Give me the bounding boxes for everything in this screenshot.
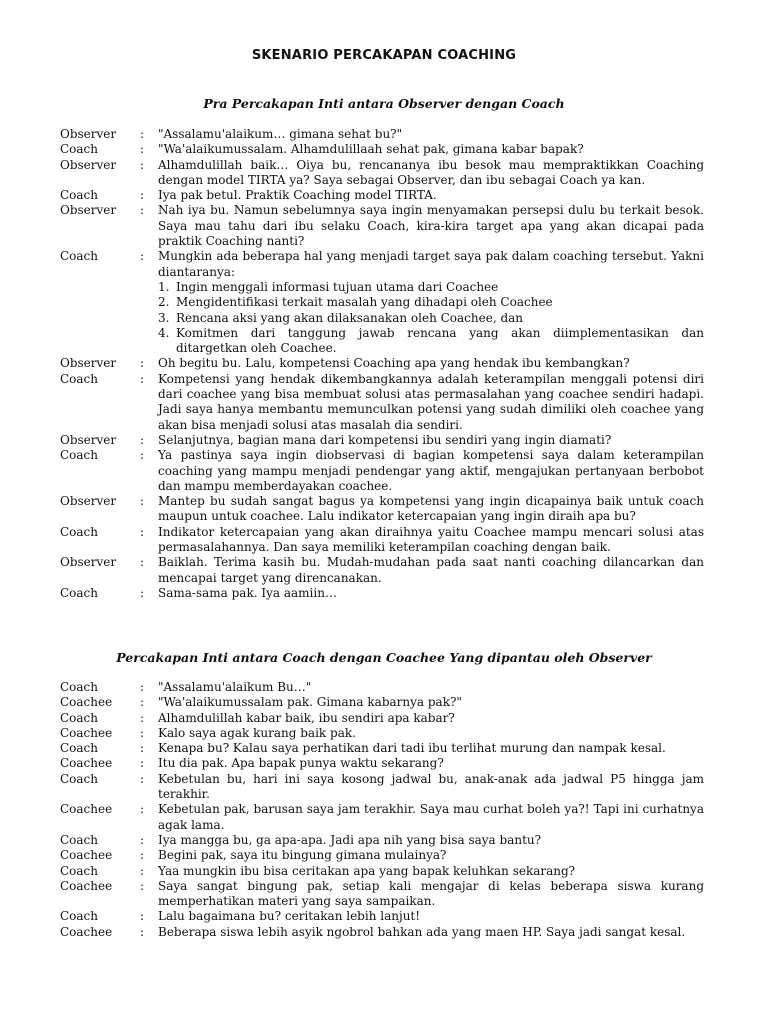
dialogue-text: Sama-sama pak. Iya aamiin…: [158, 585, 337, 600]
speaker-name: Coachee: [60, 848, 113, 863]
dialogue-body: [158, 741, 704, 756]
speaker-name: Coach: [60, 249, 99, 264]
dialogue-text: Indikator ketercapaian yang akan diraihnya yaitu Coachee mampu mencari solusi atas permasalahannya. Dan saya memiliki keterampilan coaching dengan baik.: [158, 524, 704, 555]
speaker-name: Coachee: [60, 725, 113, 740]
speaker-name: Coachee: [60, 802, 113, 817]
dialogue-text: Selanjutnya, bagian mana dari kompetensi ibu sendiri yang ingin diamati?: [158, 432, 612, 447]
speaker-name: Coach: [60, 741, 99, 756]
dialogue-line: [60, 448, 704, 494]
speaker-name: Coachee: [60, 695, 113, 710]
colon-separator: :: [140, 555, 145, 570]
dialogue-text: Begini pak, saya itu bingung gimana mulainya?: [158, 848, 447, 863]
colon-separator: :: [140, 832, 145, 847]
list-item: [158, 295, 704, 310]
section1-dialogue: [60, 127, 704, 601]
dialogue-text: "Assalamu'alaikum Bu…": [158, 680, 312, 694]
dialogue-line: [60, 158, 704, 189]
colon-separator: :: [140, 432, 145, 447]
list-item: [158, 326, 704, 357]
dialogue-line: [60, 772, 704, 803]
speaker-name: Coachee: [60, 878, 113, 893]
colon-separator: :: [140, 371, 145, 386]
colon-separator: :: [140, 802, 145, 817]
colon-separator: :: [140, 157, 145, 172]
dialogue-body: [158, 726, 704, 741]
colon-separator: :: [140, 524, 145, 539]
dialogue-body: [158, 833, 704, 848]
dialogue-text: Nah iya bu. Namun sebelumnya saya ingin menyamakan persepsi dulu bu terkait besok. Saya mau tahu dari ibu selaku Coach, kira-kira target apa yang akan dicapai pada praktik Coaching nanti?: [158, 203, 704, 249]
colon-separator: :: [140, 356, 145, 371]
dialogue-line: [60, 356, 704, 371]
dialogue-text: Alhamdulillah baik… Oiya bu, rencananya ibu besok mau mempraktikkan Coaching dengan model TIRTA ya? Saya sebagai Observer, dan ibu sebagai Coach ya kan.: [158, 157, 704, 187]
dialogue-body: [158, 848, 704, 863]
dialogue-line: [60, 802, 704, 833]
speaker-name: Coach: [60, 585, 99, 600]
dialogue-text: Saya sangat bingung pak, setiap kali mengajar di kelas beberapa siswa kurang memperhatikan materi yang saya sampaikan.: [158, 878, 704, 909]
dialogue-body: [158, 249, 704, 356]
dialogue-body: [158, 203, 704, 249]
dialogue-text: Baiklah. Terima kasih bu. Mudah-mudahan pada saat nanti coaching dilancarkan dan mencapai target yang direncanakan.: [158, 555, 704, 585]
dialogue-line: [60, 925, 704, 940]
dialogue-line: [60, 433, 704, 448]
dialogue-text: Alhamdulillah kabar baik, ibu sendiri apa kabar?: [158, 710, 455, 725]
dialogue-text: Oh begitu bu. Lalu, kompetensi Coaching apa yang hendak ibu kembangkan?: [158, 356, 630, 371]
speaker-name: Observer: [60, 157, 117, 172]
speaker-name: Coach: [60, 909, 99, 924]
dialogue-text: Kebetulan pak, barusan saya jam terakhir. Saya mau curhat boleh ya?! Tapi ini curhatnya agak lama.: [158, 802, 704, 832]
colon-separator: :: [140, 585, 145, 600]
dialogue-text: Kebetulan bu, hari ini saya kosong jadwal bu, anak-anak ada jadwal P5 hingga jam terakhir.: [158, 771, 704, 802]
target-list: [158, 280, 704, 356]
dialogue-line: [60, 695, 704, 710]
dialogue-text: Kenapa bu? Kalau saya perhatikan dari tadi ibu terlihat murung dan nampak kesal.: [158, 741, 666, 756]
dialogue-body: [158, 188, 704, 203]
speaker-name: Observer: [60, 203, 117, 218]
dialogue-body: [158, 909, 704, 924]
dialogue-text: "Assalamu'alaikum… gimana sehat bu?": [158, 127, 403, 141]
colon-separator: :: [140, 848, 145, 863]
dialogue-line: [60, 711, 704, 726]
dialogue-body: [158, 680, 704, 695]
dialogue-text: Mungkin ada beberapa hal yang menjadi target saya pak dalam coaching tersebut. Yakni diantaranya:: [158, 249, 704, 279]
dialogue-line: [60, 249, 704, 356]
colon-separator: :: [140, 695, 145, 710]
colon-separator: :: [140, 771, 145, 786]
speaker-name: Coach: [60, 680, 99, 694]
dialogue-line: [60, 726, 704, 741]
list-text: Rencana aksi yang akan dilaksanakan oleh Coachee, dan: [176, 310, 524, 325]
dialogue-text: "Wa'alaikumussalam. Alhamdulillaah sehat pak, gimana kabar bapak?: [158, 142, 584, 157]
dialogue-line: [60, 372, 704, 433]
dialogue-text: Beberapa siswa lebih asyik ngobrol bahkan ada yang maen HP. Saya jadi sangat kesal.: [158, 924, 686, 939]
colon-separator: :: [140, 494, 145, 509]
speaker-name: Coach: [60, 371, 99, 386]
colon-separator: :: [140, 188, 145, 203]
section2-dialogue: [60, 680, 704, 940]
speaker-name: Coach: [60, 188, 99, 203]
dialogue-line: [60, 494, 704, 525]
document-title: SKENARIO PERCAKAPAN COACHING: [251, 48, 517, 63]
list-number: 1.: [158, 279, 170, 294]
list-text: Ingin menggali informasi tujuan utama dari Coachee: [176, 279, 499, 294]
speaker-name: Coachee: [60, 924, 113, 939]
speaker-name: Coach: [60, 710, 99, 725]
speaker-name: Coach: [60, 771, 99, 786]
dialogue-body: [158, 127, 704, 142]
speaker-name: Coach: [60, 832, 99, 847]
dialogue-body: [158, 356, 704, 371]
dialogue-body: [158, 525, 704, 556]
dialogue-body: [158, 802, 704, 833]
colon-separator: :: [140, 680, 145, 694]
dialogue-line: [60, 756, 704, 771]
dialogue-body: [158, 586, 704, 601]
dialogue-line: [60, 525, 704, 556]
list-text: Mengidentifikasi terkait masalah yang dihadapi oleh Coachee: [176, 295, 553, 310]
colon-separator: :: [140, 756, 145, 771]
dialogue-body: [158, 925, 704, 940]
dialogue-text: Lalu bagaimana bu? ceritakan lebih lanjut!: [158, 909, 421, 924]
dialogue-text: Ya pastinya saya ingin diobservasi di bagian kompetensi saya dalam keterampilan coaching yang mampu menjadi pendengar yang aktif, mengajukan pertanyaan berbobot dan mampu memberdayakan coachee.: [158, 448, 704, 493]
speaker-name: Observer: [60, 356, 117, 371]
dialogue-line: [60, 879, 704, 910]
dialogue-line: [60, 909, 704, 924]
dialogue-line: [60, 586, 704, 601]
dialogue-body: [158, 756, 704, 771]
colon-separator: :: [140, 909, 145, 924]
dialogue-body: [158, 555, 704, 586]
speaker-name: Coachee: [60, 756, 113, 771]
colon-separator: :: [140, 142, 145, 157]
list-item: [158, 280, 704, 295]
dialogue-text: "Wa'alaikumussalam pak. Gimana kabarnya pak?": [158, 695, 462, 710]
section1-heading: Pra Percakapan Inti antara Observer dengan Coach: [203, 96, 565, 111]
dialogue-line: [60, 127, 704, 142]
speaker-name: Coach: [60, 863, 99, 878]
speaker-name: Observer: [60, 127, 117, 141]
dialogue-line: [60, 848, 704, 863]
dialogue-body: [158, 142, 704, 157]
list-item: [158, 311, 704, 326]
dialogue-body: [158, 772, 704, 803]
colon-separator: :: [140, 741, 145, 756]
dialogue-text: Mantep bu sudah sangat bagus ya kompetensi yang ingin dicapainya baik untuk coach maupun untuk coachee. Lalu indikator ketercapaian yang ingin diraih apa bu?: [158, 494, 704, 524]
dialogue-body: [158, 448, 704, 494]
list-number: 4.: [158, 325, 170, 340]
speaker-name: Coach: [60, 142, 99, 157]
colon-separator: :: [140, 878, 145, 893]
dialogue-line: [60, 680, 704, 695]
colon-separator: :: [140, 448, 145, 463]
speaker-name: Observer: [60, 494, 117, 509]
dialogue-body: [158, 494, 704, 525]
speaker-name: Coach: [60, 448, 99, 463]
colon-separator: :: [140, 127, 145, 141]
colon-separator: :: [140, 710, 145, 725]
dialogue-text: Itu dia pak. Apa bapak punya waktu sekarang?: [158, 756, 444, 771]
dialogue-body: [158, 372, 704, 433]
list-number: 3.: [158, 310, 170, 325]
speaker-name: Observer: [60, 555, 117, 570]
dialogue-text: Kalo saya agak kurang baik pak.: [158, 725, 356, 740]
dialogue-body: [158, 864, 704, 879]
dialogue-line: [60, 741, 704, 756]
dialogue-body: [158, 158, 704, 189]
dialogue-text: Iya mangga bu, ga apa-apa. Jadi apa nih yang bisa saya bantu?: [158, 832, 542, 847]
dialogue-line: [60, 833, 704, 848]
dialogue-line: [60, 142, 704, 157]
colon-separator: :: [140, 249, 145, 264]
colon-separator: :: [140, 725, 145, 740]
speaker-name: Observer: [60, 432, 117, 447]
dialogue-text: Yaa mungkin ibu bisa ceritakan apa yang bapak keluhkan sekarang?: [158, 863, 576, 878]
dialogue-body: [158, 433, 704, 448]
colon-separator: :: [140, 863, 145, 878]
dialogue-line: [60, 203, 704, 249]
speaker-name: Coach: [60, 524, 99, 539]
dialogue-text: Iya pak betul. Praktik Coaching model TIRTA.: [158, 188, 437, 203]
dialogue-text: Kompetensi yang hendak dikembangkannya adalah keterampilan menggali potensi diri dari coachee yang bisa membuat solusi atas permasalahan yang coachee sendiri hadapi. Jadi saya hanya membantu memunculkan potensi yang sudah dimiliki oleh coachee yang akan bisa menjadi solusi atas masalah dia sendiri.: [158, 371, 704, 432]
section2-heading: Percakapan Inti antara Coach dengan Coachee Yang dipantau oleh Observer: [116, 650, 652, 665]
dialogue-body: [158, 695, 704, 710]
list-text: Komitmen dari tanggung jawab rencana yang akan diimplementasikan dan ditargetkan oleh Coachee.: [176, 325, 704, 356]
dialogue-body: [158, 879, 704, 910]
colon-separator: :: [140, 924, 145, 939]
colon-separator: :: [140, 203, 145, 218]
dialogue-line: [60, 555, 704, 586]
list-number: 2.: [158, 295, 170, 310]
dialogue-line: [60, 188, 704, 203]
dialogue-body: [158, 711, 704, 726]
dialogue-line: [60, 864, 704, 879]
